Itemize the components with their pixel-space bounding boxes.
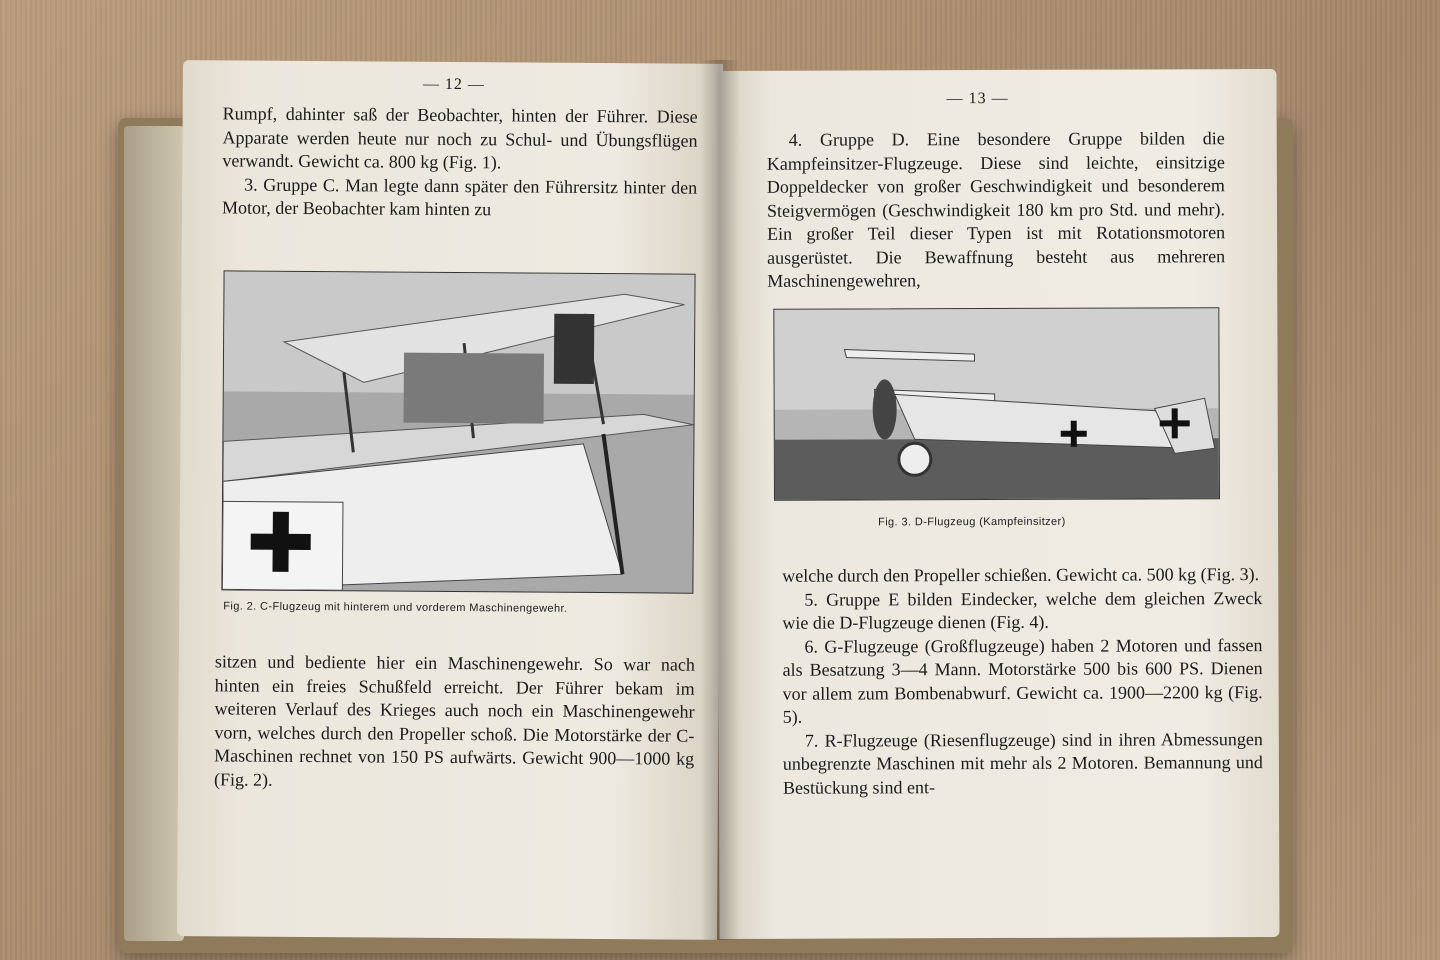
paragraph: 3. Gruppe C. Man legte dann später den Führersitz hinter den Motor, der Beobachter kam hinten zu — [221, 174, 698, 220]
figure-3-caption: Fig. 3. D-Flugzeug (Kampfeinsitzer) — [878, 515, 1066, 529]
paragraph: 7. R-Flugzeuge (Riesenflugzeuge) sind in ihren Abmessungen unbegrenzte Maschinen mit mehr als 2 Motoren. Bemannung und Bestückung sind ent- — [782, 728, 1263, 798]
paragraph: welche durch den Propeller schießen. Gewicht ca. 500 kg (Fig. 3). — [782, 564, 1260, 586]
paragraph: 4. Gruppe D. Eine besondere Gruppe bilden die Kampfeinsitzer-Flugzeuge. Diese sind leichte, einsitzige Doppeldecker von großer Geschwindigkeit und besonderem Steigvermögen (Geschwindigkeit 180 km pro Std. und mehr). Ein großer Teil dieser Typen ist mit Rotationsmotoren ausgerüstet. Die Bewaffnung besteht aus mehreren Maschinengewehren, — [766, 128, 1226, 291]
left-bottom-text — [214, 650, 695, 794]
paragraph: sitzen und bediente hier ein Maschinengewehr. So war nach hinten ein freies Schußfeld erreicht. Der Führer bekam im weiteren Verlauf des Krieges auch noch ein Maschinengewehr vorn, welches durch den Propeller schoß. Die Motorstärke der C-Maschinen rechnet von 150 PS aufwärts. Gewicht 900—1000 kg (Fig. 2). — [213, 651, 695, 790]
d-biplane-image — [774, 308, 1219, 500]
left-top-text — [222, 102, 698, 223]
c-biplane-image — [222, 271, 694, 592]
page-number: — 12 — — [422, 75, 485, 94]
right-top-text — [767, 127, 1226, 293]
page-number: — 13 — — [946, 89, 1009, 108]
paragraph: Rumpf, dahinter saß der Beobachter, hinten der Führer. Diese Apparate werden heute nur noch zu Schul- und Übungsflügen verwandt. Gewicht ca. 800 kg (Fig. 1). — [222, 103, 698, 173]
paragraph: 6. G-Flugzeuge (Großflugzeuge) haben 2 Motoren und fassen als Besatzung 3—4 Mann. Motorstärke 500 bis 600 PS. Dienen vor allem zum Bombenabwurf. Gewicht ca. 1900—2200 kg (Fig. 5). — [782, 634, 1263, 727]
book-cover-edge — [124, 126, 184, 941]
figure-2-photo — [221, 270, 695, 593]
left-page — [177, 60, 723, 940]
right-page — [716, 69, 1279, 939]
paragraph: 5. Gruppe E bilden Eindecker, welche dem gleichen Zweck wie die D-Flugzeuge dienen (Fig. 4). — [782, 587, 1263, 633]
right-bottom-text — [782, 563, 1263, 800]
figure-2-caption: Fig. 2. C-Flugzeug mit hinterem und vorderem Maschinengewehr. — [223, 600, 568, 615]
figure-3-photo — [773, 307, 1220, 501]
